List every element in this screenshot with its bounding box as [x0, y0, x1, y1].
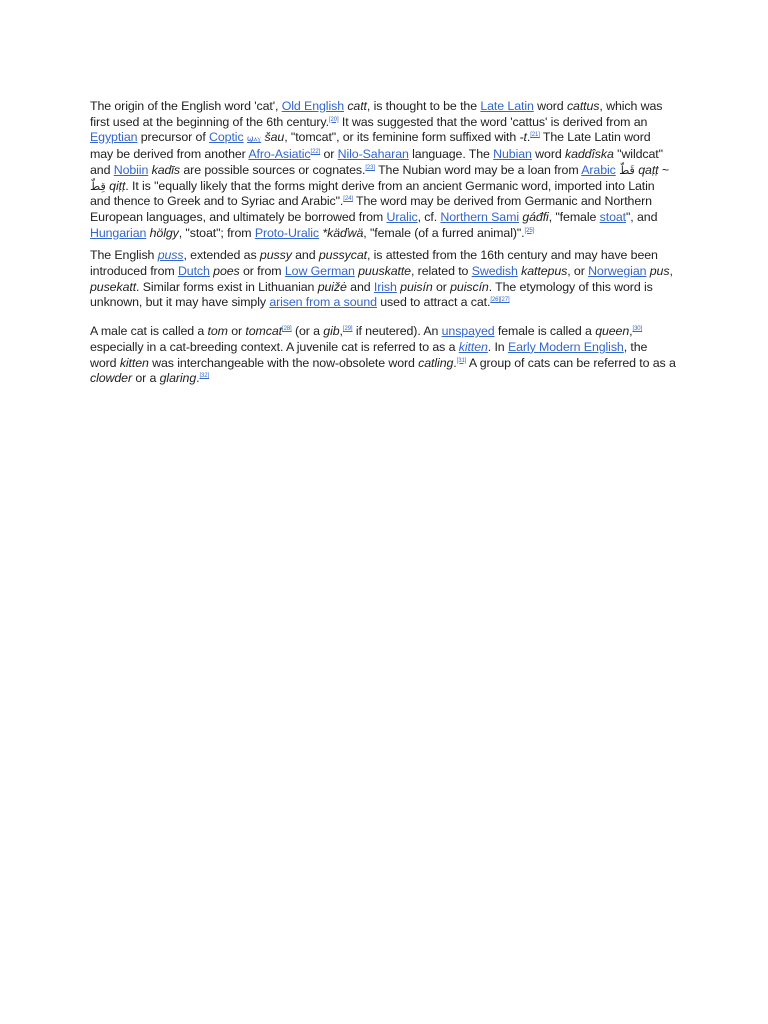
text: are possible sources or cognates.	[180, 162, 366, 177]
citation-29[interactable]: [29]	[342, 326, 353, 333]
text: , the word	[90, 339, 648, 370]
citation-21[interactable]: [21]	[530, 132, 540, 139]
link-nubian[interactable]: Nubian	[493, 147, 532, 162]
text: word	[533, 99, 567, 113]
link-hungarian[interactable]: Hungarian	[90, 225, 147, 240]
term-gadfi: gáđfi	[522, 209, 549, 224]
text: , "female	[548, 209, 600, 224]
citation-26-27[interactable]: [26][27]	[490, 297, 510, 304]
link-uralic[interactable]: Uralic	[386, 209, 418, 224]
citation-22[interactable]: [22]	[310, 149, 321, 156]
term-tomcat: tomcat	[245, 324, 283, 339]
term-pussycat: pussycat	[318, 248, 367, 263]
term-sau: šau	[264, 130, 285, 145]
text: if neutered). An	[352, 324, 442, 339]
citation-32[interactable]: [32]	[199, 373, 210, 380]
text: or	[320, 147, 338, 162]
link-late-latin[interactable]: Late Latin	[480, 99, 534, 113]
text: , "female (of a furred animal)".	[363, 225, 525, 240]
citation-24[interactable]: [24]	[343, 196, 353, 203]
text: word	[531, 147, 565, 162]
citation-20[interactable]: [20]	[328, 116, 339, 123]
term-puize: puižė	[317, 279, 347, 294]
term-puuskatte: puuskatte	[358, 264, 411, 279]
link-kitten[interactable]: kitten	[458, 339, 488, 354]
text: or a	[132, 371, 160, 386]
text: . In	[487, 339, 508, 354]
arabic-word-qitt: قِطّ	[90, 179, 106, 193]
text: , or	[567, 264, 589, 279]
link-irish[interactable]: Irish	[373, 279, 397, 294]
term-puiscin: puiscín	[450, 279, 489, 294]
citation-23[interactable]: [23]	[365, 164, 375, 171]
text: .	[526, 130, 531, 145]
etymology-paragraph-1	[90, 99, 676, 241]
text: female is called a	[494, 324, 596, 339]
term-t: -t	[519, 130, 527, 145]
text: or from	[239, 264, 285, 279]
text: especially in a cat-breeding context. A juvenile cat is referred to as a	[90, 339, 459, 354]
text: , which was first used at the beginning of the 6th century.	[90, 99, 663, 129]
text: . Similar forms exist in Lithuanian	[136, 279, 318, 294]
etymology-paragraph-2	[90, 248, 676, 311]
citation-25[interactable]: [25]	[524, 227, 535, 234]
term-gib: gib	[323, 324, 340, 339]
article-body	[90, 99, 676, 394]
text: or	[227, 324, 246, 339]
text: .	[453, 355, 457, 370]
term-kattepus: kattepus	[521, 264, 568, 279]
link-arisen-from-a-sound[interactable]: arisen from a sound	[269, 295, 377, 310]
link-proto-uralic[interactable]: Proto-Uralic	[254, 225, 320, 240]
link-early-modern-english[interactable]: Early Modern English	[507, 339, 624, 354]
text: The Nubian word may be a loan from	[374, 162, 582, 177]
text: The English	[90, 248, 158, 263]
text: The origin of the English word 'cat',	[90, 99, 282, 113]
text: The Late Latin word may be derived from another	[90, 130, 651, 162]
term-kadwa: *käďwä	[322, 225, 364, 240]
link-puss[interactable]: puss	[157, 248, 184, 263]
term-puisin: puisín	[400, 279, 433, 294]
term-queen: queen	[595, 324, 630, 339]
term-cattus: cattus	[566, 99, 600, 113]
text: It was suggested that the word 'cattus' is derived from an	[338, 114, 648, 129]
term-glaring: glaring	[159, 371, 197, 386]
text: .	[196, 371, 200, 386]
text: precursor of	[137, 130, 210, 145]
text: or	[432, 279, 451, 294]
text: A male cat is called a	[90, 324, 208, 339]
term-kaddiska: kaddîska	[565, 147, 614, 162]
text: and	[291, 248, 319, 263]
term-clowder: clowder	[90, 371, 132, 386]
text: ,	[629, 324, 633, 339]
text: The word may be derived from Germanic and Northern European languages, and ultimately be borrowed from	[90, 194, 652, 224]
naming-paragraph	[90, 324, 676, 387]
link-dutch[interactable]: Dutch	[177, 264, 210, 279]
text: . The etymology of this word is unknown, but it may have simply	[90, 279, 653, 310]
term-pusekatt: pusekatt	[90, 279, 137, 294]
link-old-english[interactable]: Old English	[281, 99, 344, 113]
citation-28[interactable]: [28]	[282, 326, 292, 333]
term-tom: tom	[207, 324, 228, 339]
term-pussy: pussy	[259, 248, 292, 263]
term-kitten: kitten	[119, 355, 149, 370]
link-egyptian[interactable]: Egyptian	[90, 130, 138, 145]
text: ", and	[626, 209, 658, 224]
text: , extended as	[183, 248, 260, 263]
text: A group of cats can be referred to as a	[466, 355, 676, 370]
text: , is attested from the 16th century and may have been introduced from	[90, 248, 658, 279]
term-catt: catt	[347, 99, 367, 113]
link-stoat[interactable]: stoat	[599, 209, 626, 224]
text: ,	[669, 264, 673, 279]
text: language. The	[408, 147, 494, 162]
link-swedish[interactable]: Swedish	[471, 264, 518, 279]
coptic-word[interactable]: ϣⲁⲩ	[246, 134, 262, 144]
text: and	[346, 279, 374, 294]
arabic-word-qatt: قَطّ	[619, 163, 635, 177]
term-qitt: qiṭṭ	[109, 178, 126, 193]
citation-31[interactable]: [31]	[456, 357, 467, 364]
link-unspayed[interactable]: unspayed	[441, 324, 495, 339]
link-afro-asiatic[interactable]: Afro-Asiatic	[248, 147, 311, 162]
term-qatt: qaṭṭ	[638, 162, 659, 177]
link-norwegian[interactable]: Norwegian	[588, 264, 647, 279]
term-poes: poes	[213, 264, 240, 279]
link-coptic[interactable]: Coptic	[209, 130, 244, 145]
link-nilo-saharan[interactable]: Nilo-Saharan	[337, 147, 409, 162]
text: (or a	[291, 324, 324, 339]
text: . It is "equally likely that the forms might derive from an ancient Germanic word, imported into Latin and thence to Greek and to Syriac and Arabic".	[90, 178, 655, 209]
text: , is thought to be the	[366, 99, 481, 113]
term-catling: catling	[418, 355, 454, 370]
text: , cf.	[417, 209, 441, 224]
link-arabic[interactable]: Arabic	[581, 162, 616, 177]
text: used to attract a cat.	[376, 295, 491, 310]
term-kadis: kadīs	[151, 162, 181, 177]
text: ,	[339, 324, 343, 339]
link-nobiin[interactable]: Nobiin	[113, 162, 149, 177]
text: "wildcat" and	[90, 147, 663, 177]
term-pus: pus	[649, 264, 670, 279]
text: was interchangeable with the now-obsolete word	[148, 355, 419, 370]
citation-30[interactable]: [30]	[632, 326, 643, 333]
link-low-german[interactable]: Low German	[284, 264, 355, 279]
text: , "tomcat", or its feminine form suffixed with	[284, 130, 520, 145]
term-holgy: hölgy	[149, 225, 179, 240]
link-northern-sami[interactable]: Northern Sami	[440, 209, 519, 224]
text: , related to	[410, 264, 472, 279]
text: ~	[658, 162, 670, 177]
text: , "stoat"; from	[178, 225, 255, 240]
